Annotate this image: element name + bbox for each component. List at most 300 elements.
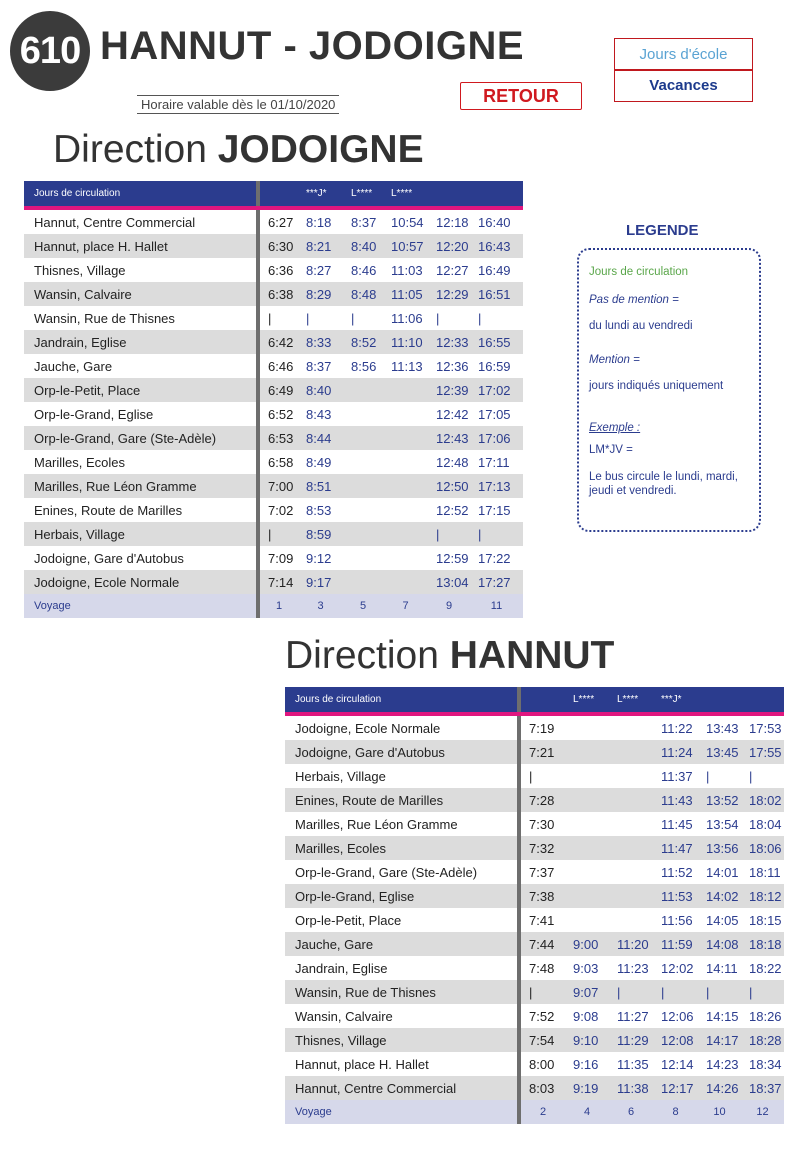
voyage-number: 1 [260,594,298,618]
direction-jodoigne-title [53,128,424,172]
departure-time: 11:52 [653,860,698,884]
departure-time: 18:28 [741,1028,784,1052]
departure-time: 12:48 [428,450,470,474]
departure-time [383,378,428,402]
departure-time: 11:03 [383,258,428,282]
stop-name: Hannut, place H. Hallet [285,1052,517,1076]
stop-name: Jandrain, Eglise [285,956,517,980]
table-row [24,570,523,594]
table-row [24,546,523,570]
departure-time: 14:02 [698,884,741,908]
departure-time [383,402,428,426]
departure-time: 7:37 [521,860,565,884]
departure-time: 7:19 [521,714,565,740]
departure-time [609,740,653,764]
departure-time: 12:50 [428,474,470,498]
departure-time: | [521,980,565,1004]
voyage-number: 3 [298,594,343,618]
voyage-number: 7 [383,594,428,618]
departure-time: 18:22 [741,956,784,980]
route-title: HANNUT - JODOIGNE [100,24,525,68]
legend-title: LEGENDE [626,222,699,239]
departure-time: 9:19 [565,1076,609,1100]
departure-time: 8:33 [298,330,343,354]
departure-time [565,740,609,764]
departure-time: 14:08 [698,932,741,956]
departure-time: | [698,764,741,788]
departure-time: 12:27 [428,258,470,282]
departure-time: 12:39 [428,378,470,402]
validity-date: Horaire valable dès le 01/10/2020 [137,95,339,114]
voyage-number: 4 [565,1100,609,1124]
departure-time: 18:15 [741,908,784,932]
departure-time: 8:18 [298,208,343,234]
departure-time: 11:24 [653,740,698,764]
departure-time: 11:43 [653,788,698,812]
stop-name: Jauche, Gare [285,932,517,956]
departure-time: 17:22 [470,546,523,570]
departure-time: 6:49 [260,378,298,402]
departure-time: 12:36 [428,354,470,378]
departure-time: 12:08 [653,1028,698,1052]
stop-name: Hannut, Centre Commercial [24,208,256,234]
departure-time: 7:02 [260,498,298,522]
table-row [285,788,784,812]
table-row [285,908,784,932]
departure-time: 18:12 [741,884,784,908]
departure-time: 11:59 [653,932,698,956]
departure-time: 6:46 [260,354,298,378]
departure-time: 10:54 [383,208,428,234]
timetable-jodoigne [24,181,523,618]
departure-time: 8:48 [343,282,383,306]
departure-time: 14:26 [698,1076,741,1100]
header-label: Jours de circulation [285,687,517,714]
departure-time: 11:06 [383,306,428,330]
legend-line: jours indiqués uniquement [589,380,724,392]
table-row [24,450,523,474]
direction-hannut-title [285,634,614,678]
departure-time [565,764,609,788]
line-number-badge: 610 [10,11,90,91]
departure-time: 9:07 [565,980,609,1004]
legend-line: LM*JV = [589,444,633,456]
departure-time: 6:38 [260,282,298,306]
departure-time: 12:02 [653,956,698,980]
departure-time: 17:11 [470,450,523,474]
departure-time [383,498,428,522]
stop-name: Hannut, place H. Hallet [24,234,256,258]
departure-time [343,378,383,402]
departure-time [343,450,383,474]
departure-time: 12:59 [428,546,470,570]
departure-time: 8:52 [343,330,383,354]
departure-time: | [741,764,784,788]
departure-time [565,836,609,860]
departure-time: 8:46 [343,258,383,282]
table-row [285,1028,784,1052]
voyage-number: 2 [521,1100,565,1124]
departure-time: 8:44 [298,426,343,450]
departure-time [383,546,428,570]
departure-time: 18:34 [741,1052,784,1076]
departure-time: 7:38 [521,884,565,908]
departure-time: 13:45 [698,740,741,764]
departure-time: 16:49 [470,258,523,282]
departure-time: 8:21 [298,234,343,258]
voyage-number: 8 [653,1100,698,1124]
table-row [285,1004,784,1028]
departure-time: 16:55 [470,330,523,354]
departure-time: 8:27 [298,258,343,282]
voyage-number: 6 [609,1100,653,1124]
table-row [285,764,784,788]
departure-time: 7:21 [521,740,565,764]
table-row [24,426,523,450]
departure-time: 12:29 [428,282,470,306]
day-mark [428,181,470,208]
departure-time [383,426,428,450]
table-row [24,378,523,402]
departure-time: 8:51 [298,474,343,498]
departure-time [343,498,383,522]
departure-time: 17:53 [741,714,784,740]
departure-time: | [521,764,565,788]
departure-time: 9:16 [565,1052,609,1076]
departure-time: | [260,306,298,330]
departure-time: 17:13 [470,474,523,498]
departure-time: 8:43 [298,402,343,426]
day-mark: ***J* [653,687,698,714]
departure-time: 17:27 [470,570,523,594]
departure-time [343,546,383,570]
legend-line: Le bus circule le lundi, mardi, jeudi et vendredi. [589,471,738,497]
departure-time: 8:29 [298,282,343,306]
voyage-number: 11 [470,594,523,618]
departure-time: 13:52 [698,788,741,812]
departure-time: 8:40 [343,234,383,258]
table-row [24,402,523,426]
legend-line: du lundi au vendredi [589,320,693,332]
table-row [24,258,523,282]
departure-time: 18:26 [741,1004,784,1028]
departure-time [343,522,383,546]
stop-name: Marilles, Rue Léon Gramme [285,812,517,836]
departure-time [343,402,383,426]
departure-time [565,908,609,932]
departure-time: 14:11 [698,956,741,980]
departure-time: 8:37 [343,208,383,234]
legend-line: Jours de circulation [589,266,689,278]
departure-time: 6:58 [260,450,298,474]
departure-time: | [609,980,653,1004]
table-row [24,282,523,306]
departure-time: 11:22 [653,714,698,740]
departure-time [565,884,609,908]
legend-school-days: Jours d'école [614,38,753,71]
day-mark: L**** [343,181,383,208]
stop-name: Wansin, Rue de Thisnes [24,306,256,330]
departure-time: 7:00 [260,474,298,498]
departure-time: 8:53 [298,498,343,522]
departure-time: 7:54 [521,1028,565,1052]
departure-time: | [260,522,298,546]
departure-time: 8:56 [343,354,383,378]
departure-time: 18:11 [741,860,784,884]
departure-time: 13:43 [698,714,741,740]
departure-time: 6:36 [260,258,298,282]
departure-time: 11:20 [609,932,653,956]
table-row [24,330,523,354]
departure-time: 7:09 [260,546,298,570]
departure-time: 11:10 [383,330,428,354]
stop-name: Jodoigne, Gare d'Autobus [285,740,517,764]
departure-time: 12:20 [428,234,470,258]
departure-time: 14:17 [698,1028,741,1052]
departure-time: 8:49 [298,450,343,474]
departure-time: | [470,306,523,330]
departure-time: 13:56 [698,836,741,860]
departure-time: 16:40 [470,208,523,234]
departure-time [609,860,653,884]
direction-prefix: Direction [53,128,218,171]
departure-time: 12:42 [428,402,470,426]
stop-name: Enines, Route de Marilles [285,788,517,812]
departure-time: 11:23 [609,956,653,980]
departure-time: 11:05 [383,282,428,306]
departure-time [383,474,428,498]
departure-time: 6:42 [260,330,298,354]
voyage-row [24,594,523,618]
legend-line: Pas de mention = [589,294,679,306]
departure-time: 12:33 [428,330,470,354]
departure-time: | [428,522,470,546]
stop-name: Jandrain, Eglise [24,330,256,354]
departure-time: 9:03 [565,956,609,980]
day-mark: ***J* [298,181,343,208]
departure-time: | [343,306,383,330]
stop-name: Thisnes, Village [285,1028,517,1052]
departure-time: 17:15 [470,498,523,522]
direction-name: JODOIGNE [217,128,424,171]
stop-name: Jodoigne, Gare d'Autobus [24,546,256,570]
departure-time: 14:23 [698,1052,741,1076]
departure-time: 18:37 [741,1076,784,1100]
table-row [24,522,523,546]
stop-name: Orp-le-Grand, Eglise [285,884,517,908]
departure-time: 7:32 [521,836,565,860]
departure-time: 7:48 [521,956,565,980]
stop-name: Orp-le-Grand, Gare (Ste-Adèle) [24,426,256,450]
stop-name: Wansin, Rue de Thisnes [285,980,517,1004]
voyage-number: 12 [741,1100,784,1124]
departure-time: 13:54 [698,812,741,836]
departure-time: 8:59 [298,522,343,546]
header-label: Jours de circulation [24,181,256,208]
departure-time: | [428,306,470,330]
departure-time: 7:52 [521,1004,565,1028]
departure-time: 8:00 [521,1052,565,1076]
departure-time [609,908,653,932]
departure-time [383,522,428,546]
stop-name: Wansin, Calvaire [285,1004,517,1028]
day-mark: L**** [565,687,609,714]
stop-name: Wansin, Calvaire [24,282,256,306]
stop-name: Herbais, Village [285,764,517,788]
departure-time: 11:35 [609,1052,653,1076]
departure-time [565,860,609,884]
legend-box [577,248,761,532]
departure-time [565,788,609,812]
table-row [285,1076,784,1100]
departure-time: 17:06 [470,426,523,450]
departure-time: | [741,980,784,1004]
day-mark: L**** [383,181,428,208]
departure-time: 14:01 [698,860,741,884]
departure-time [609,884,653,908]
departure-time: 17:05 [470,402,523,426]
legend-vacation: Vacances [614,69,753,102]
departure-time [343,474,383,498]
stop-name: Marilles, Rue Léon Gramme [24,474,256,498]
stop-name: Orp-le-Petit, Place [24,378,256,402]
table-row [285,884,784,908]
departure-time: 18:18 [741,932,784,956]
departure-time: 12:52 [428,498,470,522]
retour-label: RETOUR [460,82,582,110]
departure-time: 12:14 [653,1052,698,1076]
departure-time: 7:30 [521,812,565,836]
header-row [24,181,523,208]
departure-time [343,426,383,450]
voyage-label: Voyage [285,1100,517,1124]
departure-time [383,570,428,594]
timetable-hannut [285,687,784,1124]
departure-time: 12:18 [428,208,470,234]
departure-time: 8:37 [298,354,343,378]
day-mark [698,687,741,714]
departure-time: 9:00 [565,932,609,956]
legend-line: Exemple : [589,422,641,434]
table-row [24,208,523,234]
departure-time [609,812,653,836]
departure-time: 14:15 [698,1004,741,1028]
table-row [24,474,523,498]
table-row [285,932,784,956]
departure-time: 9:10 [565,1028,609,1052]
departure-time: 18:02 [741,788,784,812]
departure-time: 7:41 [521,908,565,932]
departure-time [383,450,428,474]
voyage-number: 10 [698,1100,741,1124]
departure-time [565,714,609,740]
departure-time: 16:59 [470,354,523,378]
departure-time: 11:45 [653,812,698,836]
day-mark [470,181,523,208]
departure-time: 12:17 [653,1076,698,1100]
departure-time: | [298,306,343,330]
legend-decoration [703,258,759,310]
departure-time [343,570,383,594]
day-mark [260,181,298,208]
direction-name: HANNUT [449,634,615,677]
stop-name: Orp-le-Grand, Eglise [24,402,256,426]
direction-prefix: Direction [285,634,450,677]
departure-time [609,764,653,788]
departure-time: 9:17 [298,570,343,594]
departure-time: 7:28 [521,788,565,812]
departure-time: 9:08 [565,1004,609,1028]
table-row [285,1052,784,1076]
departure-time: 11:27 [609,1004,653,1028]
departure-time: 11:53 [653,884,698,908]
departure-time: 11:38 [609,1076,653,1100]
table-row [24,498,523,522]
table-row [24,234,523,258]
stop-name: Marilles, Ecoles [24,450,256,474]
legend-line: Mention = [589,354,640,366]
departure-time: 16:51 [470,282,523,306]
table-row [285,812,784,836]
stop-name: Enines, Route de Marilles [24,498,256,522]
departure-time: | [698,980,741,1004]
stop-name: Orp-le-Grand, Gare (Ste-Adèle) [285,860,517,884]
departure-time: 11:29 [609,1028,653,1052]
voyage-row [285,1100,784,1124]
departure-time: 14:05 [698,908,741,932]
departure-time: 8:40 [298,378,343,402]
departure-time: 17:02 [470,378,523,402]
departure-time: 7:44 [521,932,565,956]
day-mark [521,687,565,714]
table-row [285,836,784,860]
departure-time: 8:03 [521,1076,565,1100]
departure-time: 18:04 [741,812,784,836]
table-row [24,354,523,378]
departure-time: 6:53 [260,426,298,450]
stop-name: Jauche, Gare [24,354,256,378]
table-row [24,306,523,330]
stop-name: Jodoigne, Ecole Normale [24,570,256,594]
departure-time: 9:12 [298,546,343,570]
table-row [285,956,784,980]
departure-time: 6:30 [260,234,298,258]
departure-time [609,788,653,812]
voyage-label: Voyage [24,594,256,618]
voyage-number: 5 [343,594,383,618]
stop-name: Herbais, Village [24,522,256,546]
departure-time: 18:06 [741,836,784,860]
departure-time: 6:27 [260,208,298,234]
departure-time: 12:06 [653,1004,698,1028]
departure-time: 16:43 [470,234,523,258]
stop-name: Thisnes, Village [24,258,256,282]
stop-name: Hannut, Centre Commercial [285,1076,517,1100]
departure-time: 13:04 [428,570,470,594]
table-row [285,860,784,884]
departure-time [609,714,653,740]
departure-time: 6:52 [260,402,298,426]
departure-time: 11:13 [383,354,428,378]
departure-time: 10:57 [383,234,428,258]
departure-time: 17:55 [741,740,784,764]
stop-name: Jodoigne, Ecole Normale [285,714,517,740]
day-mark [741,687,784,714]
voyage-number: 9 [428,594,470,618]
table-row [285,740,784,764]
departure-time: 7:14 [260,570,298,594]
departure-time: 11:37 [653,764,698,788]
